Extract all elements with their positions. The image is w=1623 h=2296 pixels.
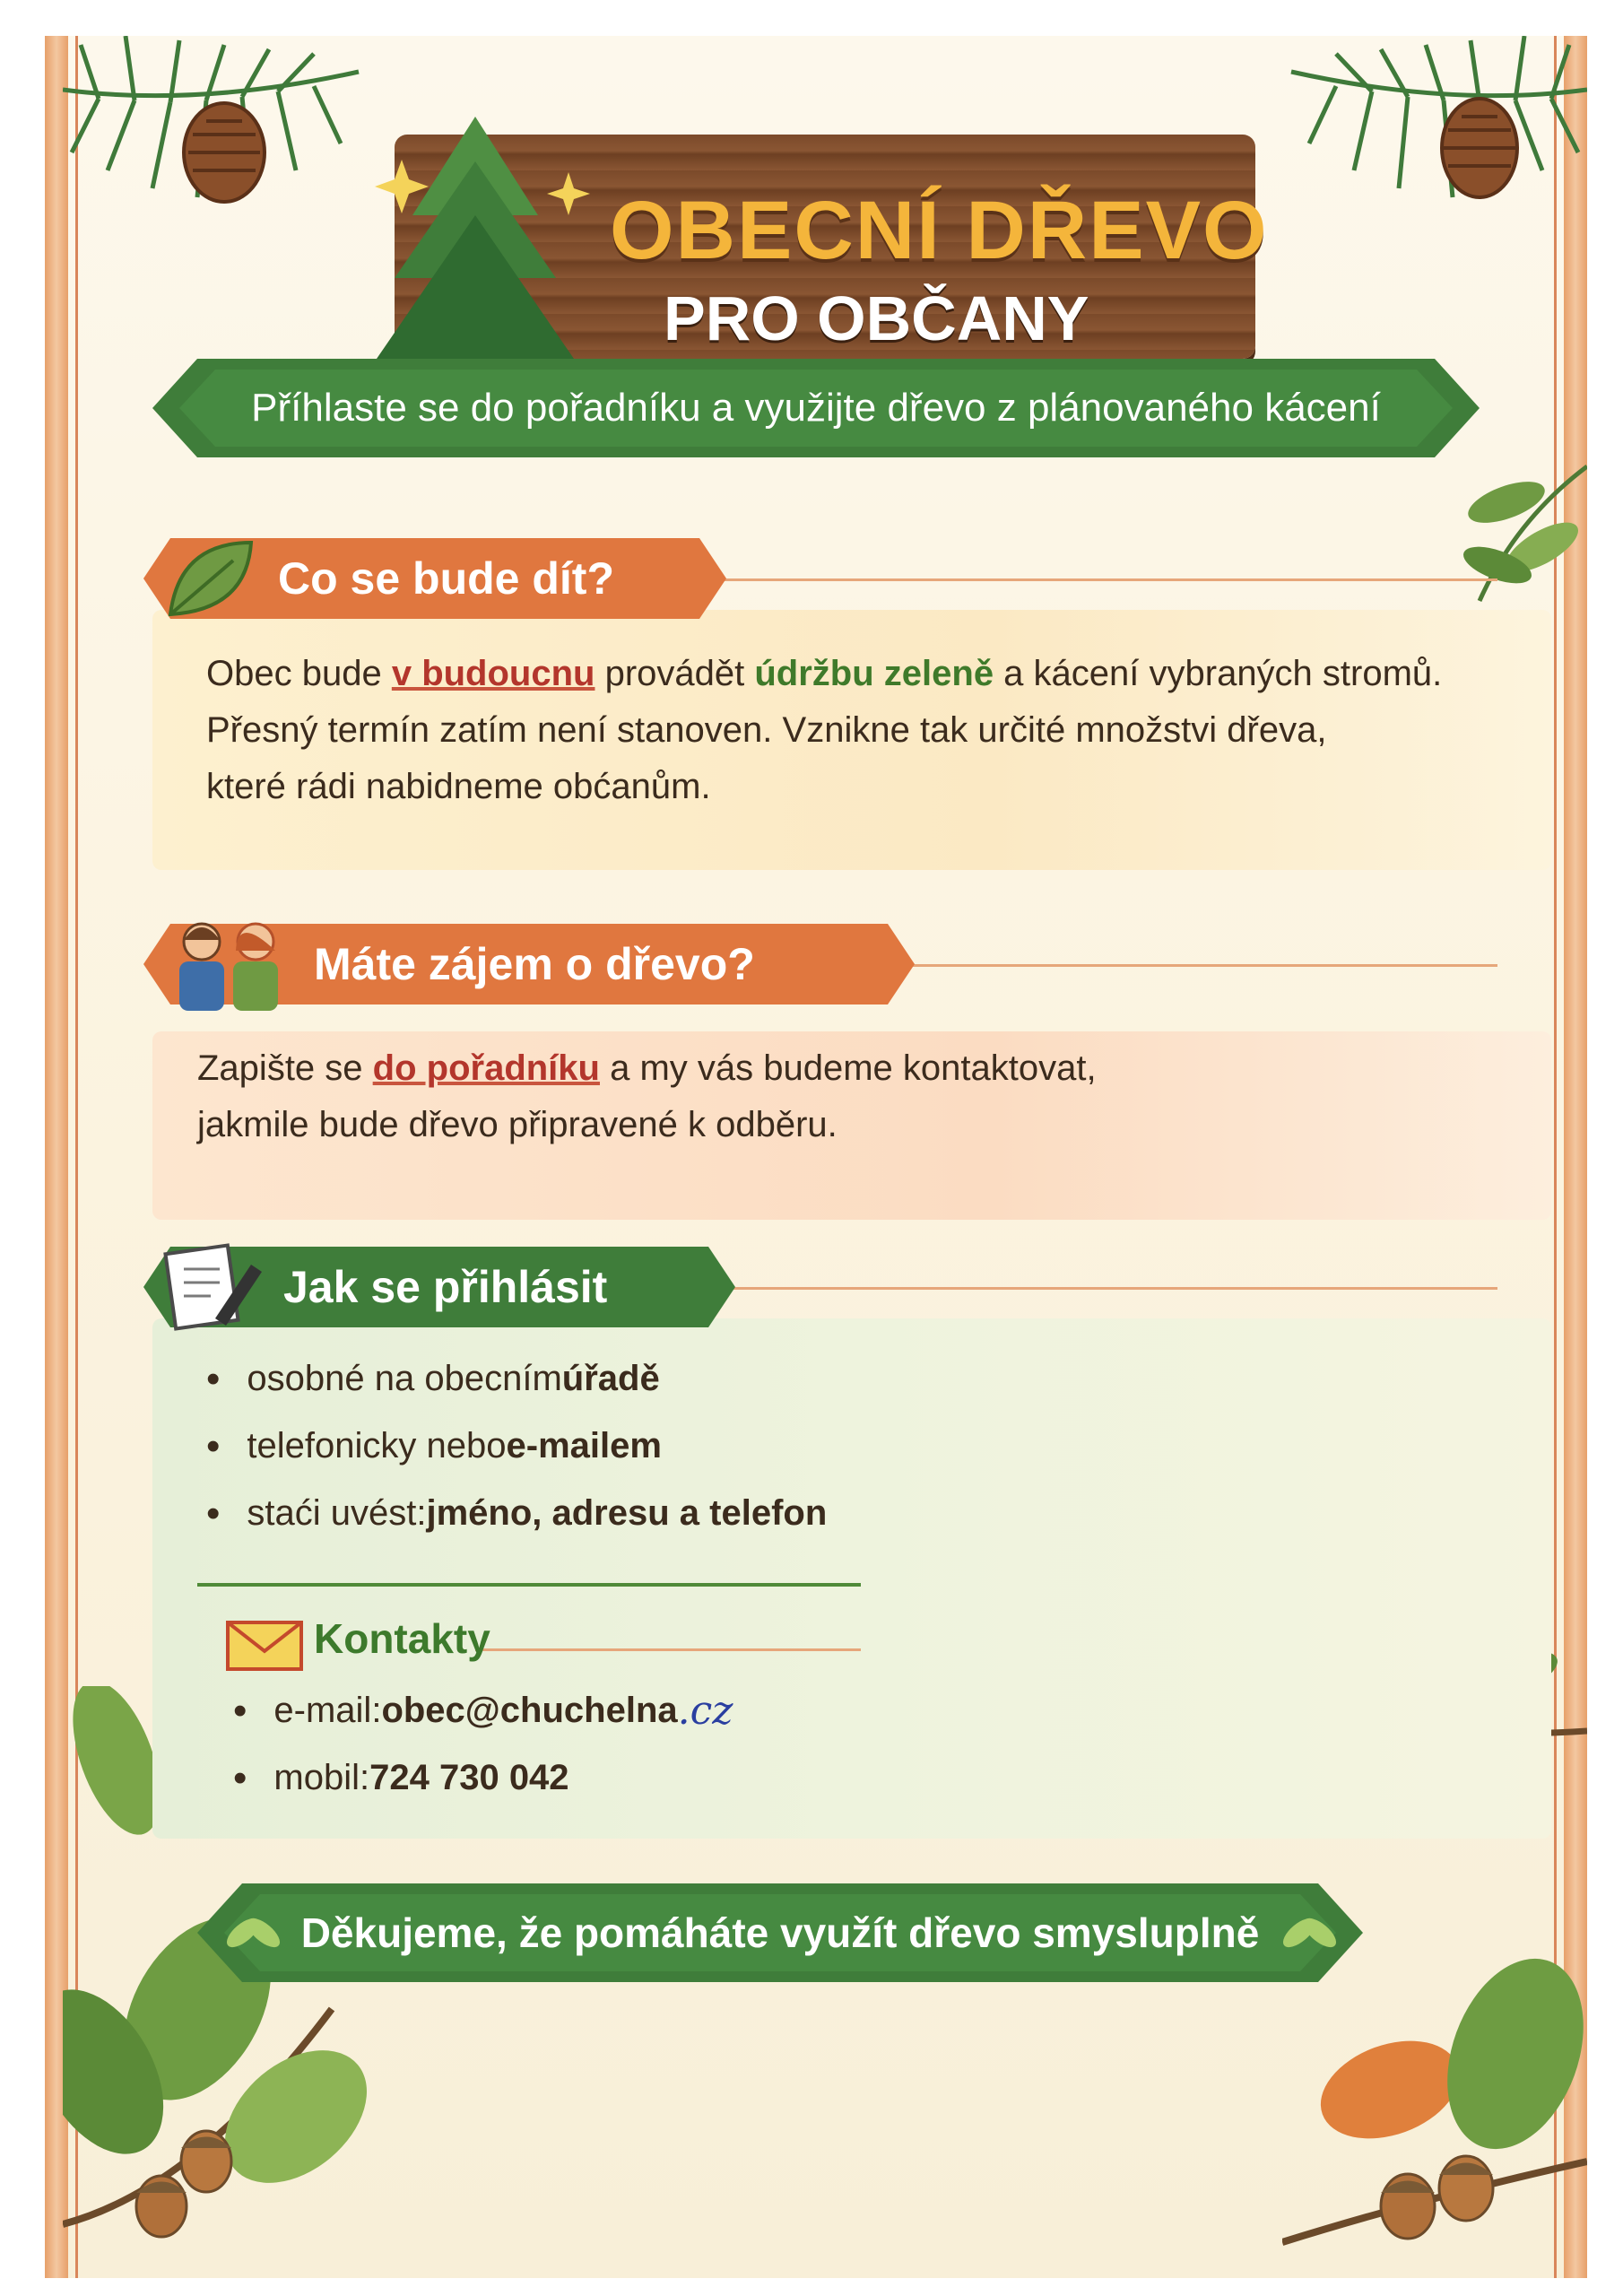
list-item <box>206 1345 827 1413</box>
section1-line3: které rádi nabidneme obćanům. <box>206 767 711 806</box>
section1-line2: Přesný termín zatím není stanoven. Vznikne tak určité množstvi dřeva, <box>206 710 1327 750</box>
text-fragment: Zapište se <box>197 1048 373 1088</box>
section3-heading: Jak se přihlásit <box>283 1262 608 1312</box>
page-subtitle: PRO OBČANY <box>664 283 1089 353</box>
contact-email <box>233 1677 733 1744</box>
section2-text <box>197 1040 1097 1153</box>
item-bold: úřadě <box>561 1359 660 1398</box>
mobile-value[interactable]: 724 730 042 <box>369 1758 569 1797</box>
email-value[interactable]: obec@chuchelna <box>381 1691 678 1730</box>
section2-heading-tag <box>143 924 915 1004</box>
contacts-divider <box>197 1583 861 1587</box>
list-item <box>206 1480 827 1547</box>
section1-rule <box>708 578 1497 581</box>
form-pen-icon <box>161 1242 269 1332</box>
section3-heading-tag <box>143 1247 735 1327</box>
envelope-icon <box>224 1619 305 1673</box>
sprig-icon <box>1277 1906 1340 1960</box>
tagline-banner <box>152 359 1480 457</box>
thanks-text: Děkujeme, že pomáháte využít dřevo smysluplně <box>300 1909 1260 1956</box>
poster <box>45 36 1587 2278</box>
contacts-heading: Kontakty <box>314 1615 490 1662</box>
section2-heading: Máte zájem o dřevo? <box>314 939 755 989</box>
section2-line2: jakmile bude dřevo připravené k odběru. <box>197 1105 838 1144</box>
tagline-text: Příhlaste se do pořadníku a využijte dřevo z plánovaného kácení <box>251 386 1381 430</box>
section2-rule <box>897 964 1497 967</box>
people-icon <box>161 915 296 1013</box>
section3-rule <box>726 1287 1497 1290</box>
contacts-rule <box>475 1648 861 1651</box>
pine-branch-top-right-icon <box>1264 36 1587 305</box>
email-label: • e-mail: <box>273 1691 382 1730</box>
item-text: • osobné na obecním <box>247 1359 562 1398</box>
text-fragment: provádět <box>595 654 755 693</box>
text-fragment: a kácení vybraných stromů. <box>994 654 1443 693</box>
leaf-branch-right-icon <box>1444 448 1587 610</box>
contact-mobile <box>233 1744 733 1812</box>
highlight-queue: do pořadníku <box>372 1048 600 1088</box>
pine-branch-top-left-icon <box>63 36 386 305</box>
title-board <box>359 135 1269 359</box>
sprig-icon <box>221 1906 283 1960</box>
text-fragment: a my vás budeme kontaktovat, <box>599 1048 1097 1088</box>
contacts-list <box>233 1677 733 1812</box>
list-item <box>206 1413 827 1480</box>
section1-heading: Co se bude dít? <box>278 553 614 604</box>
highlight-future: v budoucnu <box>391 654 595 693</box>
email-handwritten-suffix: .cz <box>677 1688 733 1734</box>
signup-methods-list <box>206 1345 827 1547</box>
item-bold: jméno, adresu a telefon <box>426 1493 828 1533</box>
item-bold: e-mailem <box>506 1426 662 1465</box>
section1-heading-tag <box>143 538 726 619</box>
item-text: • staći uvést: <box>247 1493 427 1533</box>
thanks-banner <box>197 1883 1363 1982</box>
highlight-maintenance: údržbu zeleně <box>754 654 994 693</box>
leaf-icon <box>161 534 260 623</box>
item-text: • telefonicky nebo <box>247 1426 507 1465</box>
mobile-label: • mobil: <box>273 1758 370 1797</box>
section1-text <box>206 646 1442 815</box>
page-title: OBECNÍ DŘEVO <box>610 185 1269 276</box>
text-fragment: Obec bude <box>206 654 392 693</box>
